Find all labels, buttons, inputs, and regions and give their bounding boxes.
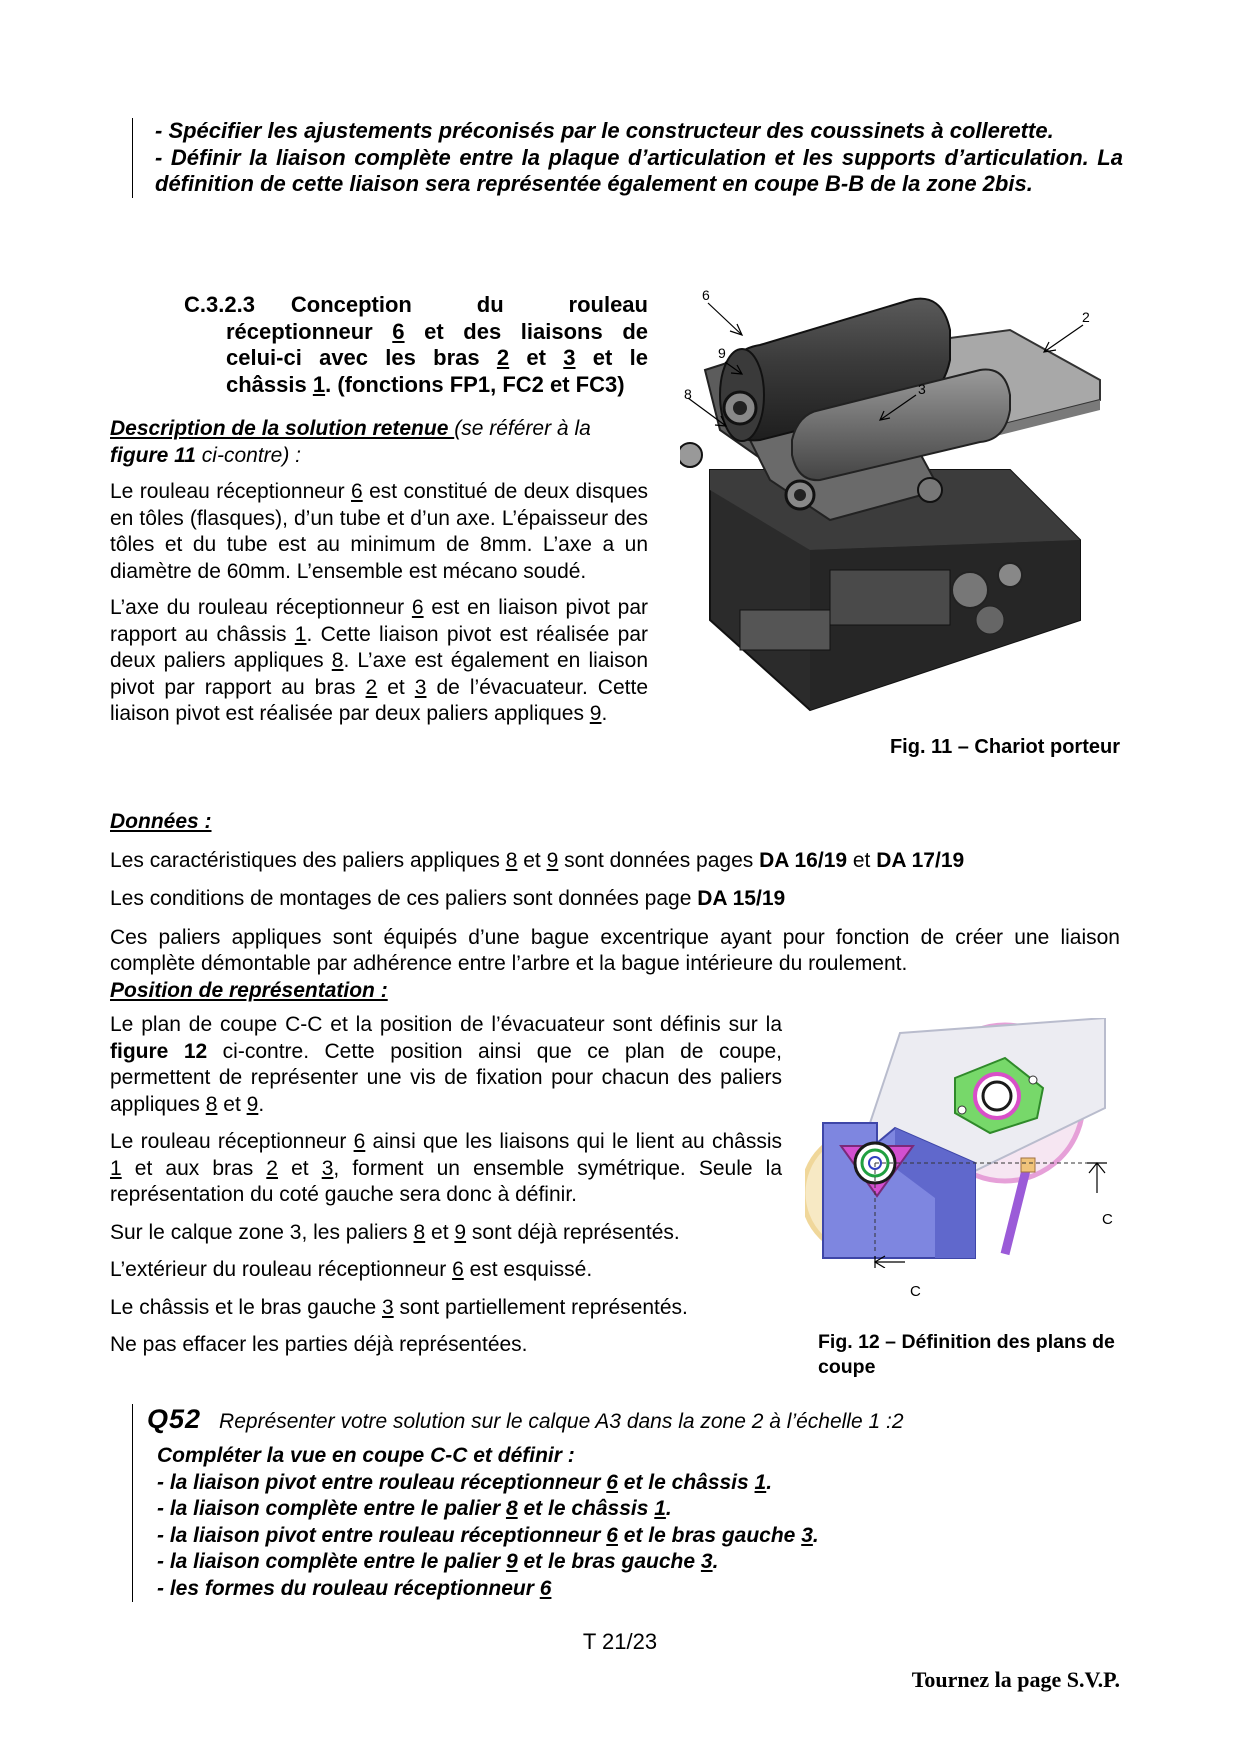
donnees-paragraph: Les caractéristiques des paliers appliques 8 et 9 sont données pages DA 16/19 et DA 17/19 bbox=[110, 848, 965, 872]
heading-text: celui-ci avec les bras bbox=[226, 345, 497, 370]
part-ref: 6 bbox=[539, 1576, 552, 1600]
donnees-paragraph: Les conditions de montages de ces paliers sont données page DA 15/19 bbox=[110, 887, 786, 910]
position-paragraph: Ne pas effacer les parties déjà représentées. bbox=[110, 1333, 528, 1356]
section-number: C.3.2.3 bbox=[184, 292, 255, 317]
part-ref: 8 bbox=[413, 1220, 426, 1244]
part-ref: 9 bbox=[546, 848, 559, 872]
part-ref: 2 bbox=[365, 675, 378, 699]
part-ref: 3 bbox=[563, 345, 576, 370]
heading-text: et des liaisons de bbox=[404, 318, 648, 344]
instructions-block bbox=[132, 118, 1123, 198]
chariot-porteur-illustration bbox=[680, 290, 1118, 730]
callout-label: 3 bbox=[918, 381, 926, 397]
doc-ref: DA 17/19 bbox=[876, 848, 965, 872]
position-paragraph: Le plan de coupe C-C et la position de l’évacuateur sont définis sur la figure 12 ci-contre. Cette position ainsi que ce plan de coupe, permettent de représenter une vis de fixation pour chacun des paliers appliques 8 et 9. bbox=[110, 1013, 783, 1116]
part-ref: 1 bbox=[294, 622, 307, 646]
description-note: (se référer à la bbox=[454, 417, 591, 440]
list-item: - la liaison complète entre le palier 9 et le bras gauche 3. bbox=[157, 1550, 719, 1573]
question-instruction: Représenter votre solution sur le calque A3 dans la zone 2 à l’échelle 1 :2 bbox=[219, 1410, 904, 1433]
figure-ref: figure 11 bbox=[110, 443, 196, 467]
part-ref: 6 bbox=[411, 596, 424, 619]
heading-word: Conception bbox=[290, 292, 412, 317]
position-paragraph: Sur le calque zone 3, les paliers 8 et 9 sont déjà représentés. bbox=[110, 1220, 680, 1244]
part-ref: 1 bbox=[312, 371, 326, 397]
description-section bbox=[110, 416, 648, 728]
list-item: - la liaison pivot entre rouleau réceptionneur 6 et le bras gauche 3. bbox=[157, 1523, 819, 1547]
heading-text: et bbox=[509, 345, 564, 370]
list-item: - la liaison pivot entre rouleau réceptionneur 6 et le châssis 1. bbox=[157, 1470, 773, 1494]
part-ref: 6 bbox=[606, 1470, 618, 1494]
question-block bbox=[132, 1404, 1115, 1602]
heading-word: du bbox=[476, 292, 504, 317]
part-ref: 6 bbox=[392, 318, 405, 344]
part-ref: 8 bbox=[331, 649, 344, 672]
heading-text: châssis bbox=[226, 371, 313, 397]
part-ref: 3 bbox=[700, 1550, 713, 1573]
callout-label: 9 bbox=[718, 345, 726, 361]
donnees-paragraph: Ces paliers appliques sont équipés d’une bague excentrique ayant pour fonction de créer une liaison complète démontable par adhérence entre l’arbre et la bague intérieure du roulement. bbox=[110, 925, 1120, 975]
list-item: - les formes du rouleau réceptionneur 6 bbox=[157, 1576, 552, 1600]
part-ref: 6 bbox=[452, 1258, 464, 1281]
section-heading bbox=[184, 292, 648, 398]
part-ref: 3 bbox=[321, 1156, 334, 1180]
part-ref: 9 bbox=[246, 1092, 259, 1116]
part-ref: 9 bbox=[589, 702, 602, 725]
heading-word: rouleau bbox=[568, 292, 648, 317]
donnees-section bbox=[110, 797, 1120, 978]
part-ref: 9 bbox=[454, 1220, 467, 1244]
part-ref: 1 bbox=[754, 1470, 767, 1494]
position-title: Position de représentation : bbox=[110, 979, 388, 1002]
figure-ref: figure 12 bbox=[110, 1039, 208, 1063]
question-label: Q52 bbox=[147, 1404, 202, 1434]
figure-11-caption: Fig. 11 – Chariot porteur bbox=[889, 736, 1120, 758]
callout-label: 8 bbox=[684, 386, 692, 402]
doc-ref: DA 16/19 bbox=[759, 848, 848, 872]
part-ref: 8 bbox=[505, 1497, 518, 1520]
part-ref: 8 bbox=[205, 1092, 218, 1116]
figure-12-caption: Fig. 12 – Définition des plans de coupe bbox=[818, 1331, 1115, 1378]
part-ref: 9 bbox=[505, 1550, 518, 1573]
list-item: - la liaison complète entre le palier 8 et le châssis 1. bbox=[157, 1497, 672, 1520]
doc-ref: DA 15/19 bbox=[697, 887, 786, 910]
description-title: Description de la solution retenue bbox=[110, 417, 455, 440]
callout-label: 2 bbox=[1082, 309, 1090, 325]
part-ref: 6 bbox=[353, 1130, 366, 1153]
part-ref: 3 bbox=[414, 675, 427, 699]
part-ref: 2 bbox=[266, 1156, 278, 1180]
description-paragraph: Le rouleau réceptionneur 6 est constitué de deux disques en tôles (flasques), d’un tube et d’un axe. L’épaisseur des tôles et du tube est au minimum de 8mm. L’axe a un diamètre de 60mm. L’ensemble est mécano soudé. bbox=[110, 480, 649, 583]
page-number: T 21/23 bbox=[582, 1629, 658, 1654]
callout-label: 6 bbox=[702, 290, 710, 303]
part-ref: 6 bbox=[351, 480, 363, 503]
position-paragraph: L’extérieur du rouleau réceptionneur 6 est esquissé. bbox=[110, 1258, 593, 1281]
heading-text: . (fonctions FP1, FC2 et FC3) bbox=[325, 371, 625, 397]
question-list bbox=[157, 1443, 1115, 1602]
position-paragraph: Le rouleau réceptionneur 6 ainsi que les liaisons qui le lient au châssis 1 et aux bras 2 et 3, forment un ensemble symétrique. Seule la représentation du coté gauche sera donc à définir. bbox=[110, 1130, 783, 1206]
donnees-title: Données : bbox=[110, 810, 212, 833]
part-ref: 1 bbox=[110, 1156, 122, 1180]
instruction-line: - Spécifier les ajustements préconisés par le constructeur des coussinets à collerette. bbox=[155, 118, 1054, 143]
turn-page-note: Tournez la page S.V.P. bbox=[911, 1667, 1120, 1692]
cut-label-c: C bbox=[910, 1283, 921, 1300]
instruction-line: - Définir la liaison complète entre la plaque d’articulation et les supports d’articulation. La définition de cette liaison sera représentée également en coupe B-B de la zone 2bis. bbox=[155, 144, 1123, 196]
position-paragraph: Le châssis et le bras gauche 3 sont partiellement représentés. bbox=[110, 1295, 688, 1319]
description-paragraph: L’axe du rouleau réceptionneur 6 est en liaison pivot par rapport au châssis 1. Cette liaison pivot est réalisée par deux paliers appliques 8. L’axe est également en liaison pivot par rapport au bras 2 et 3 de l’évacuateur. Cette liaison pivot est réalisée par deux paliers appliques 9. bbox=[110, 596, 649, 725]
part-ref: 8 bbox=[505, 848, 518, 872]
part-ref: 3 bbox=[382, 1295, 394, 1319]
part-ref: 3 bbox=[801, 1523, 813, 1547]
heading-text: réceptionneur bbox=[226, 318, 393, 344]
part-ref: 2 bbox=[496, 345, 510, 370]
heading-text: et le bbox=[575, 345, 648, 370]
question-intro: Compléter la vue en coupe C-C et définir : bbox=[157, 1444, 575, 1467]
description-note: ci-contre) : bbox=[195, 443, 301, 467]
cut-label-c: C bbox=[1102, 1211, 1113, 1228]
cutting-plane-diagram bbox=[805, 1018, 1115, 1268]
position-section bbox=[110, 1012, 782, 1370]
part-ref: 1 bbox=[654, 1497, 666, 1520]
part-ref: 6 bbox=[606, 1523, 618, 1547]
